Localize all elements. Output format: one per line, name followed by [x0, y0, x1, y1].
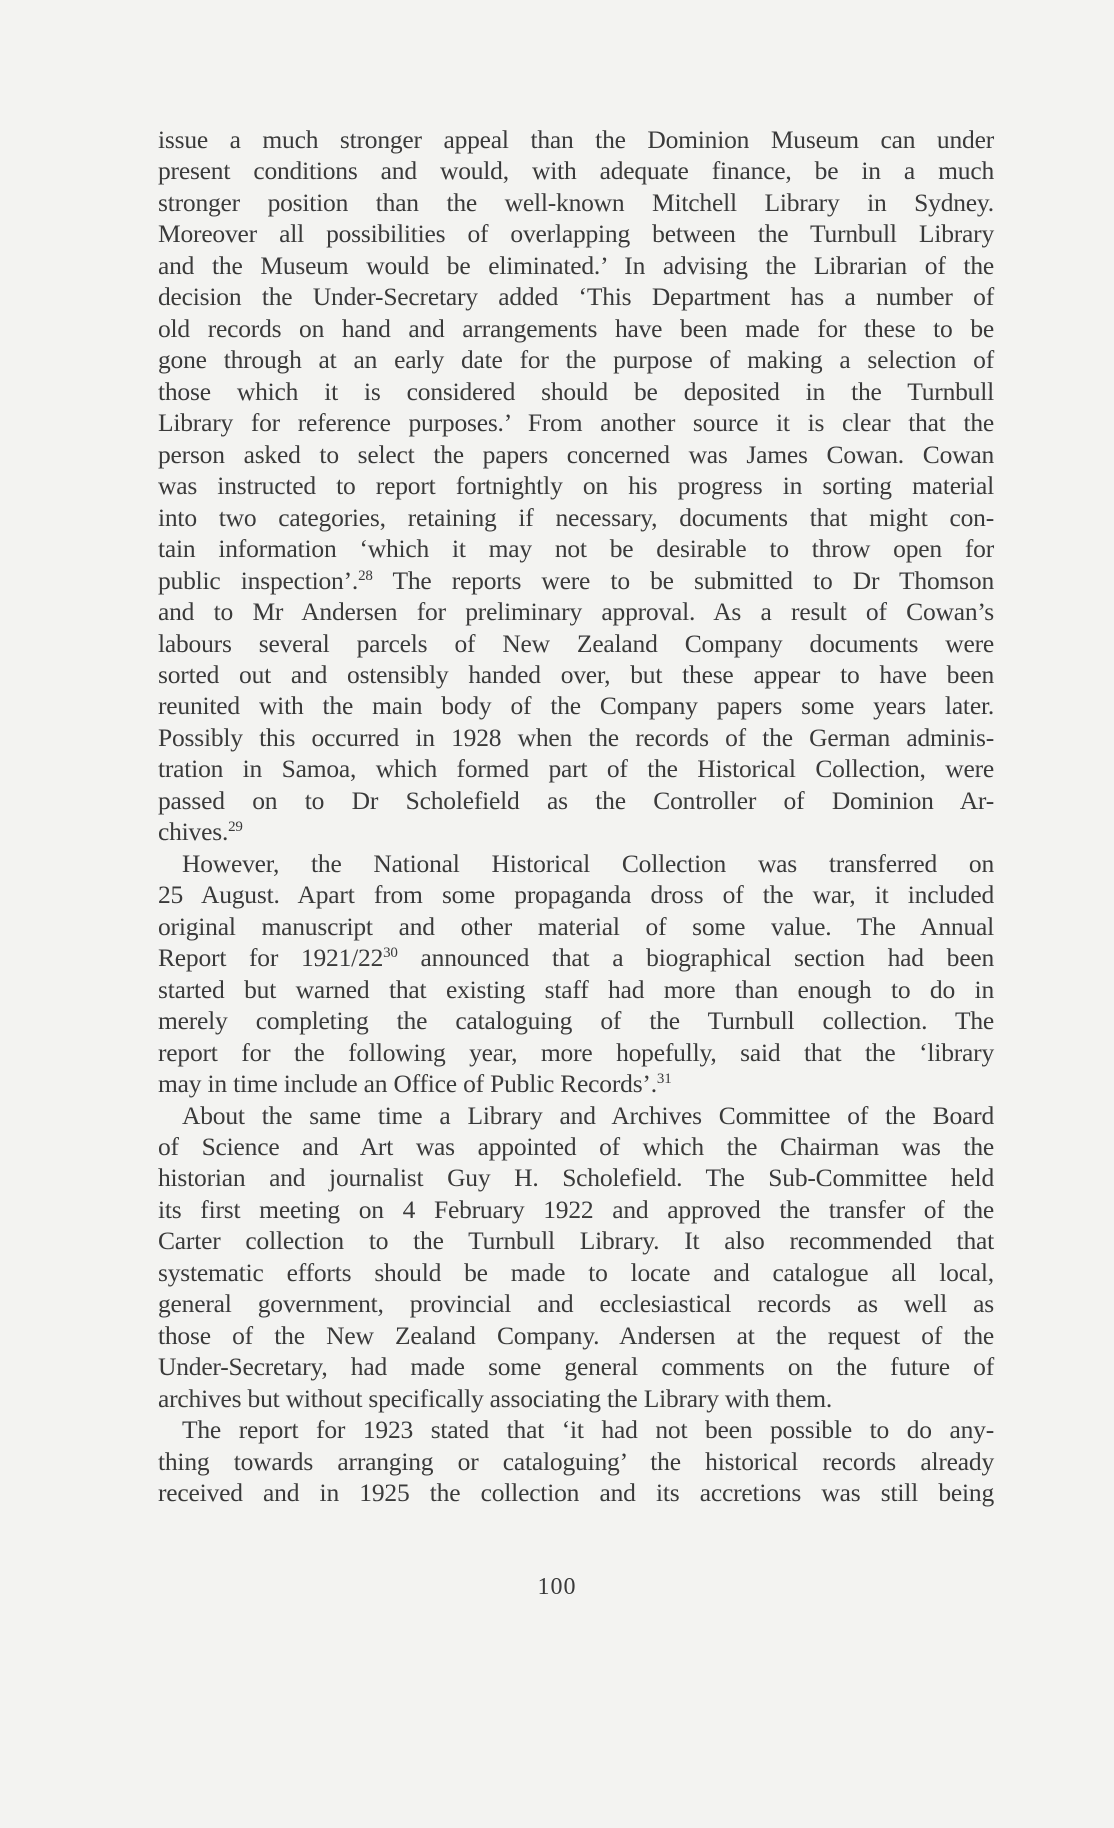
line-text: its first meeting on 4 February 1922 and approved the transfer of the [158, 1194, 994, 1224]
line-text: and to Mr Andersen for preliminary approval. As a result of Cowan’s [158, 597, 994, 627]
text-line [158, 596, 994, 627]
paragraph [158, 124, 994, 848]
text-line [158, 911, 994, 942]
footnote-reference: 30 [383, 945, 398, 962]
line-text: Library for reference purposes.’ From another source it is clear that the [158, 408, 994, 438]
text-line [158, 187, 994, 218]
text-line [158, 942, 994, 973]
line-text: report for the following year, more hopefully, said that the ‘library [158, 1037, 994, 1067]
line-text: archives but without specifically associating the Library with them. [158, 1383, 833, 1413]
text-line [158, 1068, 994, 1099]
paragraph [158, 1414, 994, 1508]
text-line [158, 502, 994, 533]
text-line [158, 565, 994, 596]
text-line [158, 690, 994, 721]
line-text: public inspection’. [158, 565, 359, 595]
line-text: Under-Secretary, had made some general comments on the future of [158, 1352, 994, 1382]
text-line [158, 313, 994, 344]
footnote-reference: 28 [358, 567, 373, 584]
line-text: those which it is considered should be deposited in the Turnbull [158, 376, 994, 406]
text-line [158, 785, 994, 816]
text-line [158, 533, 994, 564]
text-line [158, 1383, 994, 1414]
line-text: into two categories, retaining if necessary, documents that might con- [158, 502, 994, 532]
line-text: gone through at an early date for the purpose of making a selection of [158, 345, 994, 375]
line-text: decision the Under-Secretary added ‘This Department has a number of [158, 282, 994, 312]
line-text: of Science and Art was appointed of which the Chairman was the [158, 1132, 994, 1161]
line-text: old records on hand and arrangements have been made for these to be [158, 313, 994, 343]
text-line [158, 1100, 994, 1131]
line-text: original manuscript and other material of some value. The Annual [158, 911, 994, 941]
line-text: and the Museum would be eliminated.’ In advising the Librarian of the [158, 250, 994, 280]
text-line [158, 344, 994, 375]
text-line [158, 1194, 994, 1225]
text-line [158, 155, 994, 186]
text-line [158, 218, 994, 249]
line-text: tain information ‘which it may not be desirable to throw open for [158, 534, 994, 564]
page-body [158, 124, 994, 1509]
line-text: historian and journalist Guy H. Scholefield. The Sub-Committee held [158, 1163, 994, 1193]
line-text: started but warned that existing staff had more than enough to do in [158, 974, 994, 1004]
paragraph [158, 848, 994, 1100]
text-line [158, 1005, 994, 1036]
text-line [158, 722, 994, 753]
text-line [158, 1288, 994, 1319]
text-line [158, 974, 994, 1005]
text-line [158, 848, 994, 879]
line-text-continued: The reports were to be submitted to Dr Thomson [372, 565, 994, 595]
text-line [158, 1414, 994, 1445]
line-text-continued: announced that a biographical section had been [397, 943, 994, 973]
text-line [158, 250, 994, 281]
line-text: sorted out and ostensibly handed over, but these appear to have been [158, 659, 994, 689]
line-text: chives. [158, 817, 229, 847]
line-text: stronger position than the well-known Mitchell Library in Sydney. [158, 187, 994, 217]
text-line [158, 1257, 994, 1288]
line-text: merely completing the cataloguing of the Turnbull collection. The [158, 1006, 994, 1036]
line-text: thing towards arranging or cataloguing’ the historical records already [158, 1446, 994, 1476]
text-line [158, 1477, 994, 1508]
line-text: Moreover all possibilities of overlapping between the Turnbull Library [158, 219, 994, 249]
text-line [158, 628, 994, 659]
line-text: Possibly this occurred in 1928 when the records of the German adminis- [158, 722, 994, 752]
text-line [158, 1162, 994, 1193]
text-line [158, 1225, 994, 1256]
line-text: was instructed to report fortnightly on his progress in sorting material [158, 471, 994, 501]
line-text: reunited with the main body of the Company papers some years later. [158, 691, 994, 721]
line-text: labours several parcels of New Zealand Company documents were [158, 628, 994, 658]
line-text: The report for 1923 stated that ‘it had not been possible to do any- [182, 1415, 994, 1445]
text-line [158, 659, 994, 690]
line-text: person asked to select the papers concerned was James Cowan. Cowan [158, 439, 994, 469]
line-text: 25 August. Apart from some propaganda dross of the war, it included [158, 880, 994, 910]
text-line [158, 1131, 994, 1162]
footnote-reference: 29 [228, 819, 243, 836]
text-line [158, 1351, 994, 1382]
line-text: However, the National Historical Collection was transferred on [182, 848, 994, 878]
line-text: systematic efforts should be made to locate and catalogue all local, [158, 1257, 994, 1287]
text-line [158, 1446, 994, 1477]
text-line [158, 1037, 994, 1068]
footnote-reference: 31 [656, 1071, 672, 1088]
line-text: passed on to Dr Scholefield as the Controller of Dominion Ar- [158, 785, 994, 815]
line-text: may in time include an Office of Public Records’. [158, 1069, 657, 1099]
line-text: present conditions and would, with adequate finance, be in a much [158, 156, 994, 186]
line-text: Report for 1921/22 [158, 943, 384, 973]
line-text: Carter collection to the Turnbull Library. It also recommended that [158, 1226, 994, 1256]
line-text: those of the New Zealand Company. Andersen at the request of the [158, 1320, 994, 1350]
text-line [158, 879, 994, 910]
text-line [158, 753, 994, 784]
line-text: received and in 1925 the collection and its accretions was still being [158, 1478, 994, 1508]
text-line [158, 816, 994, 847]
text-line [158, 407, 994, 438]
page-number: 100 [537, 1574, 577, 1600]
line-text: tration in Samoa, which formed part of the Historical Collection, were [158, 754, 994, 784]
text-line [158, 124, 994, 155]
line-text: About the same time a Library and Archives Committee of the Board [182, 1100, 994, 1130]
text-line [158, 470, 994, 501]
line-text: general government, provincial and ecclesiastical records as well as [158, 1289, 994, 1319]
paragraph [158, 1100, 994, 1415]
text-line [158, 1320, 994, 1351]
line-text: issue a much stronger appeal than the Dominion Museum can under [158, 125, 994, 154]
text-line [158, 281, 994, 312]
text-line [158, 376, 994, 407]
text-line [158, 439, 994, 470]
